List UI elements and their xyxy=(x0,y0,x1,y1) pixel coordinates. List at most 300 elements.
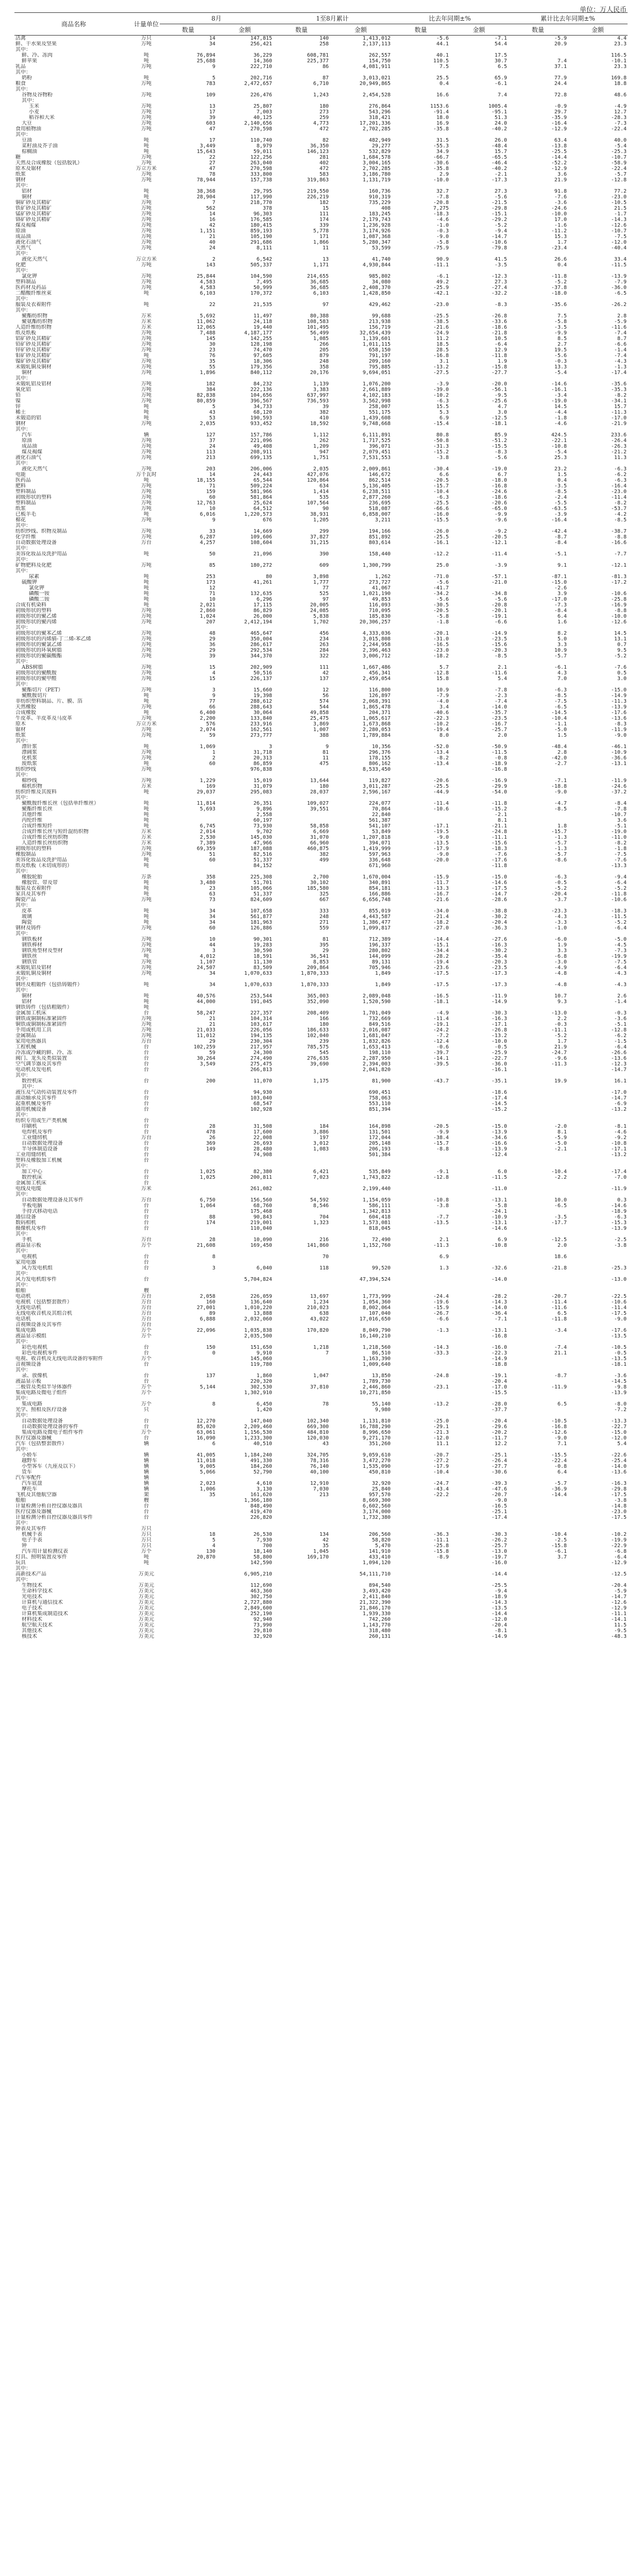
month-amt-yoy-cell xyxy=(450,546,508,551)
month-qty-yoy-cell xyxy=(392,1413,450,1418)
table-row xyxy=(14,121,628,126)
month-qty-yoy-cell: -25.5 xyxy=(433,534,449,540)
month-amt-yoy-cell xyxy=(450,557,508,563)
table-row xyxy=(14,1413,628,1418)
month-amt-cell: 170,372 xyxy=(250,291,273,296)
month-amt-yoy-cell xyxy=(450,1158,508,1163)
month-qty-yoy-cell: -4.0 xyxy=(436,699,449,704)
ytd-qty-yoy-cell xyxy=(508,1566,568,1571)
ytd-qty-cell: 12,910 xyxy=(310,1481,329,1486)
table-row xyxy=(14,1073,628,1078)
ytd-amt-yoy-cell: -5.0 xyxy=(614,937,627,942)
month-qty-yoy-cell: -44.9 xyxy=(433,789,449,795)
month-amt-cell: 29,795 xyxy=(253,189,273,194)
table-row xyxy=(14,353,628,359)
ytd-amt-cell: 141,910 xyxy=(368,1549,391,1554)
commodity-name: 初级形状的丙烯腈-丁二烯-苯乙烯 xyxy=(15,636,91,642)
month-qty-yoy-cell: 40.1 xyxy=(436,53,449,58)
table-row xyxy=(14,427,628,432)
month-amt-cell xyxy=(216,1254,273,1260)
month-qty-cell xyxy=(160,1067,216,1073)
month-amt-yoy-cell: -15.2 xyxy=(491,806,508,812)
month-qty-cell: 2,074 xyxy=(199,727,215,733)
ytd-amt-yoy-cell: -9.0 xyxy=(614,1316,627,1322)
unit-cell: 万美元 xyxy=(139,1600,154,1605)
table-row xyxy=(14,676,628,682)
unit-cell: 辆 xyxy=(144,1469,149,1475)
month-amt-yoy-cell xyxy=(450,1254,508,1260)
ytd-qty-yoy-cell: -11.6 xyxy=(551,1305,567,1311)
ytd-amt-yoy-cell: -13.2 xyxy=(611,1107,627,1112)
commodity-name: 成品油 xyxy=(15,234,31,240)
ytd-amt-yoy-cell: -9.0 xyxy=(614,733,627,738)
ytd-qty-yoy-cell: 29.7 xyxy=(554,109,567,115)
month-amt-cell: 82,380 xyxy=(253,1169,273,1175)
ytd-qty-cell: 559 xyxy=(319,925,329,931)
unit-cell: 辆 xyxy=(144,1464,149,1469)
ytd-amt-cell: 2,459,054 xyxy=(362,676,391,682)
table-row xyxy=(14,971,628,976)
ytd-amt-yoy-cell: -7.4 xyxy=(614,353,627,359)
ytd-amt-yoy-cell xyxy=(568,296,628,302)
month-amt-yoy-cell: -48.4 xyxy=(491,143,508,149)
ytd-amt-cell xyxy=(330,1413,392,1418)
ytd-amt-cell: 154,750 xyxy=(368,58,391,64)
ytd-qty-cell: 39 xyxy=(322,404,329,410)
month-amt-cell: 219,001 xyxy=(250,1220,273,1226)
ytd-amt-yoy-cell: 0.7 xyxy=(617,642,627,648)
commodity-name: 钢铁丝 xyxy=(22,954,37,959)
ytd-qty-cell xyxy=(273,87,330,92)
table-row xyxy=(14,823,628,829)
commodity-name: 化学纤维 xyxy=(15,534,36,540)
month-qty-yoy-cell: -14.4 xyxy=(433,937,449,942)
ytd-qty-yoy-cell: -16.1 xyxy=(551,387,567,393)
ytd-qty-yoy-cell: 6.5 xyxy=(557,1401,567,1407)
ytd-amt-cell: 213,938 xyxy=(368,319,391,325)
ytd-amt-yoy-cell: -19.0 xyxy=(611,829,627,835)
ytd-qty-cell: 704 xyxy=(319,1214,329,1220)
ytd-amt-yoy-cell xyxy=(568,1520,628,1526)
commodity-name: 美容化妆品及洗护用品 xyxy=(15,857,67,863)
table-row xyxy=(14,1248,628,1254)
unit-cell: 万千瓦时 xyxy=(136,472,157,478)
commodity-name: 其中： xyxy=(15,931,31,937)
month-amt-cell: 19,398 xyxy=(253,693,273,699)
ytd-qty-yoy-cell: -3.3 xyxy=(554,920,567,925)
table-row xyxy=(14,1090,628,1095)
ytd-qty-cell xyxy=(273,1163,330,1169)
month-qty-yoy-cell: 110.5 xyxy=(433,58,449,64)
month-qty-yoy-cell xyxy=(392,1163,450,1169)
month-amt-cell: 1,220,573 xyxy=(244,512,273,517)
month-qty-cell xyxy=(160,1447,216,1452)
table-row xyxy=(14,98,628,104)
month-qty-yoy-cell: -21.3 xyxy=(433,1430,449,1435)
month-qty-cell xyxy=(160,1073,216,1078)
ytd-amt-cell: 1,131,719 xyxy=(362,177,391,183)
ytd-qty-yoy-cell: -3.4 xyxy=(554,393,567,398)
month-qty-yoy-cell: -6.6 xyxy=(436,1316,449,1322)
ytd-qty-yoy-cell: 13.3 xyxy=(554,364,567,370)
ytd-amt-cell xyxy=(330,1005,392,1010)
ytd-qty-yoy-cell: -2.0 xyxy=(554,1124,567,1129)
month-amt-cell: 145,030 xyxy=(250,835,273,840)
month-qty-cell xyxy=(160,376,216,381)
month-qty-yoy-cell: -16.0 xyxy=(433,512,449,517)
month-amt-yoy-cell: -18.9 xyxy=(491,1594,508,1600)
commodity-name: 液化天然气 xyxy=(22,466,47,472)
month-amt-yoy-cell xyxy=(450,772,508,778)
ytd-amt-cell: 41,740 xyxy=(371,257,391,262)
unit-cell: 万立方米 xyxy=(136,721,157,727)
month-amt-yoy-cell: -50.9 xyxy=(491,744,508,750)
month-amt-cell: 68,120 xyxy=(253,410,273,415)
ytd-qty-cell xyxy=(273,1611,330,1617)
month-qty-yoy-cell: -19.6 xyxy=(433,1299,449,1305)
commodity-name: 稀土 xyxy=(15,410,26,415)
ytd-qty-cell: 365,003 xyxy=(307,993,329,999)
ytd-amt-cell xyxy=(330,1248,392,1254)
ytd-qty-yoy-cell: 3.7 xyxy=(557,1554,567,1560)
table-row xyxy=(14,177,628,183)
ytd-amt-yoy-cell: -6.3 xyxy=(614,466,627,472)
ytd-amt-cell: 9,980 xyxy=(375,1407,391,1413)
commodity-name: 初级形状的环氧树脂 xyxy=(15,648,62,653)
ytd-amt-cell: 1,667,486 xyxy=(362,665,391,670)
commodity-name: 其中： xyxy=(15,308,31,313)
month-amt-cell: 19,283 xyxy=(253,942,273,948)
ytd-qty-cell: 20,176 xyxy=(310,370,329,376)
unit-cell: 万吨 xyxy=(141,200,151,206)
ytd-amt-yoy-cell: -36.6 xyxy=(611,755,627,761)
commodity-name: 音视频设备 xyxy=(15,1362,41,1367)
month-amt-yoy-cell: -6.6 xyxy=(494,619,508,625)
month-amt-cell: 103,040 xyxy=(250,1095,273,1101)
month-amt-yoy-cell: -13.9 xyxy=(491,1129,508,1135)
unit-cell: 吨 xyxy=(144,886,149,891)
month-amt-yoy-cell: -30.2 xyxy=(491,914,508,920)
month-qty-yoy-cell: -6.3 xyxy=(436,398,449,404)
month-qty-yoy-cell: -66.6 xyxy=(433,506,449,512)
month-qty-yoy-cell: -13.2 xyxy=(433,364,449,370)
month-qty-cell: 25,688 xyxy=(196,58,215,64)
ytd-qty-cell xyxy=(273,546,330,551)
ytd-qty-yoy-cell: -2.7 xyxy=(554,761,567,767)
ytd-qty-cell: 210,023 xyxy=(307,1305,329,1311)
ytd-amt-cell: 3,011,287 xyxy=(362,784,391,789)
ytd-amt-cell xyxy=(330,1322,392,1328)
ytd-qty-yoy-cell: -19.0 xyxy=(551,398,567,404)
unit-cell: 万米 xyxy=(141,325,151,330)
ytd-qty-yoy-cell: -8.7 xyxy=(554,1373,567,1379)
month-qty-cell: 5,144 xyxy=(199,1384,215,1390)
ytd-amt-cell xyxy=(330,87,392,92)
ytd-amt-yoy-cell: -12.8 xyxy=(611,1027,627,1033)
month-qty-yoy-cell: 3.1 xyxy=(439,359,449,364)
ytd-amt-cell: 9,694,051 xyxy=(362,370,391,376)
ytd-qty-yoy-cell xyxy=(508,1107,568,1112)
month-qty-yoy-cell xyxy=(392,1282,450,1288)
table-row xyxy=(14,551,628,557)
commodity-name: 电动机 xyxy=(15,1294,31,1299)
unit-cell: 万台 xyxy=(141,540,151,546)
month-amt-cell: 51,337 xyxy=(253,891,273,897)
commodity-name: 录、放像机 xyxy=(22,1373,47,1379)
ytd-qty-yoy-cell: -6.5 xyxy=(554,704,567,710)
ytd-amt-cell: 2,661,889 xyxy=(362,387,391,393)
table-row xyxy=(14,874,628,880)
ytd-amt-cell: 1,732,380 xyxy=(362,1515,391,1520)
month-amt-yoy-cell: -15.6 xyxy=(491,642,508,648)
ytd-amt-yoy-cell: -11.0 xyxy=(611,835,627,840)
unit-cell: 吨 xyxy=(144,53,149,58)
table-row xyxy=(14,415,628,421)
ytd-qty-yoy-cell: -3.4 xyxy=(554,1328,567,1333)
month-amt-yoy-cell: -7.4 xyxy=(494,699,508,704)
ytd-amt-yoy-cell xyxy=(568,1005,628,1010)
ytd-qty-cell: 2,035 xyxy=(313,466,329,472)
month-amt-cell: 73,990 xyxy=(253,1622,273,1628)
month-qty-cell: 562 xyxy=(206,206,215,211)
ytd-amt-cell: 8,002,064 xyxy=(362,1305,391,1311)
unit-cell: 吨 xyxy=(144,693,149,699)
commodity-name: 未锻造的铝 xyxy=(15,415,41,421)
ytd-qty-cell: 107,564 xyxy=(307,500,329,506)
unit-cell: 台 xyxy=(144,1129,149,1135)
commodity-name: 聚酰胺切片 xyxy=(22,693,47,699)
ytd-qty-cell: 382 xyxy=(319,852,329,857)
table-row xyxy=(14,1367,628,1373)
ytd-qty-cell: 472 xyxy=(319,166,329,172)
unit-cell: 万吨 xyxy=(141,716,151,721)
ytd-qty-cell xyxy=(273,1588,330,1594)
month-amt-yoy-cell: -17.0 xyxy=(491,1384,508,1390)
table-row xyxy=(14,172,628,177)
ytd-qty-cell xyxy=(273,1067,330,1073)
month-qty-yoy-cell: 18.5 xyxy=(436,342,449,347)
month-amt-yoy-cell: -26.8 xyxy=(491,1027,508,1033)
month-amt-cell: 105,190 xyxy=(250,234,273,240)
ytd-amt-yoy-cell: -6.4 xyxy=(614,1554,627,1560)
commodity-name: 电视机 xyxy=(22,1254,37,1260)
month-amt-cell: 26,693 xyxy=(253,1141,273,1146)
ytd-amt-cell: 194,166 xyxy=(368,529,391,534)
month-amt-cell xyxy=(216,1112,273,1118)
month-qty-yoy-cell: -35.8 xyxy=(433,166,449,172)
commodity-name: 聚氨酯纺织物 xyxy=(22,319,53,325)
unit-cell: 万吨 xyxy=(141,636,151,642)
ytd-qty-yoy-cell: -15.0 xyxy=(551,580,567,585)
ytd-qty-cell: 319,863 xyxy=(307,177,329,183)
unit-cell: 万台 xyxy=(141,1322,151,1328)
month-qty-yoy-cell: -28.2 xyxy=(433,954,449,959)
month-qty-cell xyxy=(160,546,216,551)
month-qty-cell: 1 xyxy=(212,750,215,755)
month-amt-yoy-cell: -5.6 xyxy=(494,455,508,461)
commodity-name: ABS树脂 xyxy=(22,665,43,670)
ytd-qty-cell xyxy=(273,1634,330,1639)
month-amt-cell: 60,197 xyxy=(253,818,273,823)
ytd-qty-yoy-cell: 6.4 xyxy=(557,1469,567,1475)
month-amt-cell: 275,475 xyxy=(250,1061,273,1067)
table-row xyxy=(14,1305,628,1311)
ytd-amt-cell: 2,702,285 xyxy=(362,126,391,132)
unit-cell: 万吨 xyxy=(141,965,151,971)
month-qty-cell: 1,024 xyxy=(199,614,215,619)
ytd-amt-yoy-cell: -17.1 xyxy=(611,1146,627,1152)
month-qty-yoy-cell: -31.3 xyxy=(433,444,449,449)
unit-cell: 万吨 xyxy=(141,897,151,903)
unit-cell: 吨 xyxy=(144,699,149,704)
month-amt-yoy-cell: 51.3 xyxy=(494,115,508,121)
unit-cell: 万只 xyxy=(141,1532,151,1537)
commodity-name: 纸浆 xyxy=(15,733,26,738)
month-qty-yoy-cell: -20.0 xyxy=(433,857,449,863)
ytd-amt-cell: 34,080 xyxy=(371,279,391,285)
month-amt-cell: 112,690 xyxy=(250,1583,273,1588)
unit-cell: 万吨 xyxy=(141,466,151,472)
ytd-amt-yoy-cell: -13.9 xyxy=(611,704,627,710)
ytd-qty-cell xyxy=(273,772,330,778)
unit-cell xyxy=(133,1271,160,1277)
month-qty-yoy-cell: -25.5 xyxy=(433,784,449,789)
ytd-amt-yoy-cell: 11.3 xyxy=(614,455,627,461)
month-qty-cell xyxy=(160,625,216,631)
month-qty-cell: 169 xyxy=(206,784,215,789)
table-row xyxy=(14,387,628,393)
month-qty-cell: 4,257 xyxy=(199,540,215,546)
table-row xyxy=(14,557,628,563)
month-qty-cell: 44,000 xyxy=(196,999,215,1005)
table-row xyxy=(14,767,628,772)
month-amt-cell: 191,045 xyxy=(250,999,273,1005)
commodity-name: 其中： xyxy=(15,568,31,574)
ytd-amt-cell xyxy=(330,523,392,529)
commodity-name: 陶瓷产品 xyxy=(15,897,36,903)
ytd-qty-cell: 667 xyxy=(319,897,329,903)
unit-cell: 万吨 xyxy=(141,285,151,291)
ytd-qty-cell: 214,655 xyxy=(307,274,329,279)
ytd-qty-yoy-cell: -12.9 xyxy=(551,166,567,172)
commodity-name: 废纸浆 xyxy=(22,761,37,767)
ytd-qty-yoy-cell xyxy=(508,1090,568,1095)
month-amt-yoy-cell: -11.8 xyxy=(491,863,508,869)
commodity-name: 生命科学技术 xyxy=(22,1588,53,1594)
ytd-qty-yoy-cell xyxy=(508,1118,568,1124)
ytd-amt-cell: 6,238,511 xyxy=(362,489,391,495)
ytd-amt-yoy-cell: -14.1 xyxy=(611,1617,627,1622)
commodity-name: 原油 xyxy=(22,438,32,444)
unit-cell: 万吨 xyxy=(141,563,151,568)
month-amt-yoy-cell: -14.9 xyxy=(491,631,508,636)
ytd-qty-yoy-cell: -10.4 xyxy=(551,1169,567,1175)
month-amt-cell: 1,366,180 xyxy=(244,1498,273,1503)
commodity-name: 阀门、龙头及类似装置 xyxy=(15,1056,67,1061)
unit-cell: 吨 xyxy=(144,812,149,818)
month-amt-yoy-cell: 24.0 xyxy=(494,121,508,126)
ytd-amt-cell xyxy=(330,625,392,631)
table-row xyxy=(14,648,628,653)
month-amt-cell: 11,130 xyxy=(253,959,273,965)
ytd-qty-cell xyxy=(273,1509,330,1515)
month-qty-yoy-cell xyxy=(392,767,450,772)
ytd-amt-cell xyxy=(330,296,392,302)
month-qty-cell: 7 xyxy=(212,200,215,206)
month-qty-cell: 41,005 xyxy=(196,1452,215,1458)
month-amt-yoy-cell: -95.1 xyxy=(491,109,508,115)
commodity-name: 集成电路及微电子组件零件 xyxy=(22,1430,83,1435)
ytd-amt-cell xyxy=(330,1231,392,1237)
table-row xyxy=(14,166,628,172)
table-row xyxy=(14,1231,628,1237)
month-qty-cell xyxy=(160,1090,216,1095)
commodity-name: 乳品 xyxy=(15,64,26,70)
month-amt-yoy-cell xyxy=(450,47,508,53)
commodity-name: 聚酯切片（PET） xyxy=(22,687,63,693)
table-row xyxy=(14,1526,628,1532)
ytd-qty-yoy-cell: -16.4 xyxy=(551,121,567,126)
unit-cell: 万吨 xyxy=(141,733,151,738)
unit-cell: 吨 xyxy=(144,891,149,897)
ytd-amt-yoy-cell: -22.7 xyxy=(611,1424,627,1430)
unit-cell: 万吨 xyxy=(141,948,151,954)
commodity-name: 无线电话机 xyxy=(15,1305,41,1311)
month-qty-cell xyxy=(160,931,216,937)
ytd-amt-yoy-cell: -6.8 xyxy=(614,1549,627,1554)
month-qty-cell: 34 xyxy=(209,982,215,988)
month-amt-yoy-cell xyxy=(450,1180,508,1186)
commodity-name: 铜材 xyxy=(22,370,32,376)
month-qty-yoy-cell: -15.2 xyxy=(433,449,449,455)
month-amt-yoy-cell: 41.5 xyxy=(494,257,508,262)
unit-cell: 万个 xyxy=(141,1328,151,1333)
ytd-qty-cell: 339 xyxy=(319,223,329,228)
month-amt-yoy-cell xyxy=(450,585,508,591)
ytd-amt-cell xyxy=(330,376,392,381)
month-qty-yoy-cell xyxy=(392,1509,450,1515)
table-row xyxy=(14,1396,628,1401)
ytd-qty-cell: 638 xyxy=(319,1311,329,1316)
ytd-amt-yoy-cell xyxy=(568,1447,628,1452)
table-row xyxy=(14,988,628,993)
month-qty-yoy-cell: -6.1 xyxy=(436,274,449,279)
ytd-qty-cell: 82 xyxy=(322,138,329,143)
month-qty-cell: 783 xyxy=(206,81,215,87)
month-qty-cell: 6 xyxy=(212,1441,215,1447)
month-qty-yoy-cell xyxy=(392,523,450,529)
month-qty-cell: 15,643 xyxy=(196,149,215,155)
header-month: 8月 xyxy=(160,13,273,24)
ytd-amt-cell: 5,136,405 xyxy=(362,483,391,489)
ytd-amt-cell: 273,727 xyxy=(368,580,391,585)
table-row xyxy=(14,245,628,251)
month-amt-cell: 169,450 xyxy=(250,1243,273,1248)
ytd-amt-yoy-cell xyxy=(568,268,628,274)
month-qty-yoy-cell: -6.3 xyxy=(436,495,449,500)
month-qty-yoy-cell: -1.0 xyxy=(436,223,449,228)
ytd-amt-yoy-cell: -5.9 xyxy=(614,1588,627,1594)
ytd-amt-cell: 25,840 xyxy=(371,1486,391,1492)
ytd-qty-yoy-cell: -17.0 xyxy=(551,597,567,602)
ytd-qty-cell xyxy=(273,1447,330,1452)
ytd-amt-cell xyxy=(330,308,392,313)
month-amt-cell: 40,125 xyxy=(253,115,273,121)
unit-cell: 台 xyxy=(144,1379,149,1384)
month-amt-cell: 2,558 xyxy=(256,812,273,818)
table-row xyxy=(14,1560,628,1566)
ytd-qty-yoy-cell: -11.8 xyxy=(551,274,567,279)
